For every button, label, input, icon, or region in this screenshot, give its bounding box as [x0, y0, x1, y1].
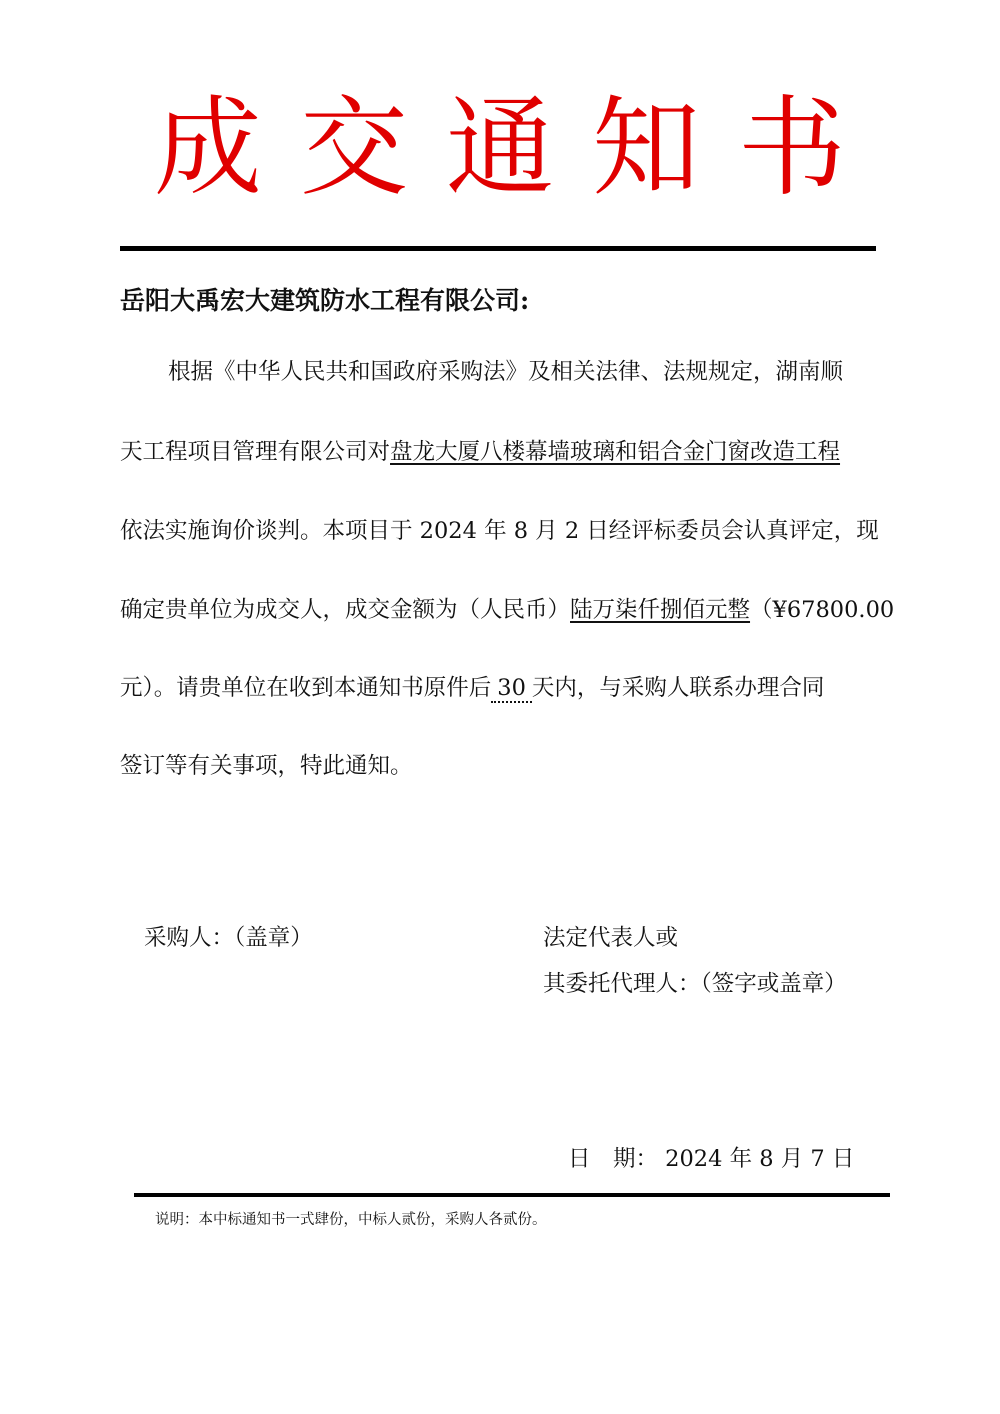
days-value: 30	[491, 675, 532, 703]
body-line-3	[120, 515, 879, 547]
body-line-2	[120, 436, 840, 468]
body-text: 确定贵单位为成交人，成交金额为（人民币）	[120, 597, 571, 623]
body-line-4	[120, 594, 894, 626]
title-divider	[120, 246, 876, 251]
amount-figure: （¥67800.00	[750, 597, 895, 623]
legal-rep-line-2: 其委托代理人：（签字或盖章）	[543, 971, 847, 997]
footer-divider	[134, 1193, 890, 1197]
body-text: 天工程项目管理有限公司对	[120, 439, 391, 465]
purchaser-signature: 采购人：（盖章）	[144, 925, 313, 951]
body-text: 根据《中华人民共和国政府采购法》及相关法律、法规规定，湖南顺	[168, 359, 844, 385]
body-text: 依法实施询价谈判。本项目于 2024 年 8 月 2 日经评标委员会认真评定，现	[120, 518, 879, 544]
date-line	[568, 1143, 854, 1175]
project-name: 盘龙大厦八楼幕墙玻璃和铝合金门窗改造工程	[390, 439, 841, 465]
date-label: 日 期：	[568, 1146, 659, 1172]
footnote: 说明：本中标通知书一式肆份，中标人贰份，采购人各贰份。	[155, 1212, 547, 1228]
legal-rep-line-1: 法定代表人或	[543, 925, 679, 951]
date-value: 2024 年 8 月 7 日	[665, 1146, 855, 1172]
body-text: 天内，与采购人联系办理合同	[531, 675, 825, 701]
addressee: 岳阳大禹宏大建筑防水工程有限公司:	[120, 286, 530, 315]
body-text: 签订等有关事项，特此通知。	[120, 753, 413, 779]
document-title: 成交通知书	[153, 86, 884, 211]
body-line-6	[120, 750, 413, 782]
body-line-5	[120, 672, 824, 704]
amount-in-words: 陆万柒仟捌佰元整	[570, 597, 751, 623]
body-text: 元）。请贵单位在收到本通知书原件后	[120, 675, 492, 701]
body-line-1	[168, 356, 843, 388]
